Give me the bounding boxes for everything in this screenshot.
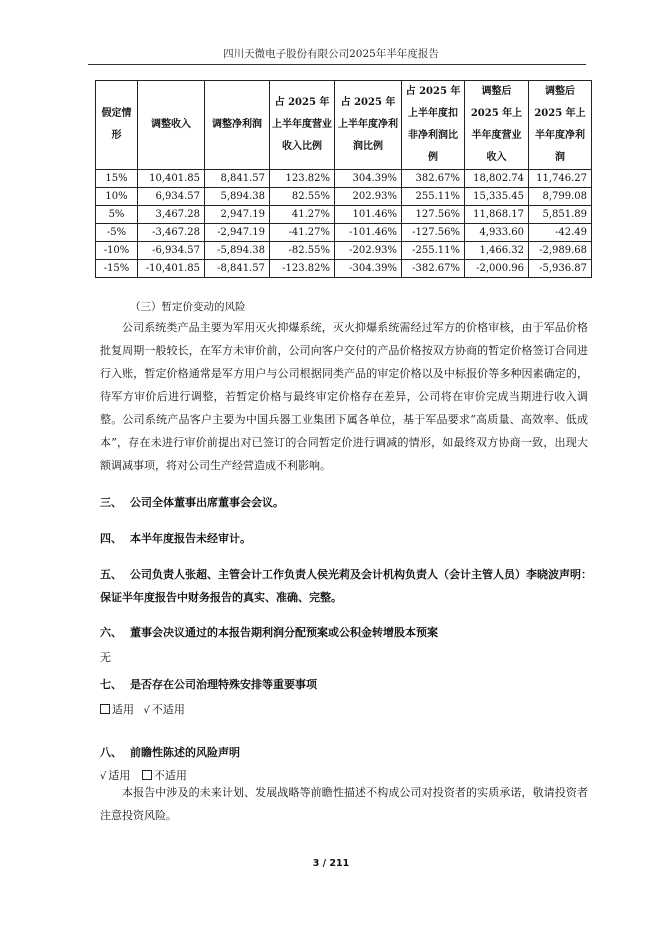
table-cell: 4,933.60 [465,224,529,242]
table-row [96,170,592,188]
table-cell: -10,401.85 [138,260,205,278]
table-cell: 18,802.74 [465,170,529,188]
option-label: 适用 [112,703,134,716]
table-cell: 123.82% [270,170,335,188]
table-row [96,188,592,206]
risk-subheading: （三）暂定价变动的风险 [130,301,246,313]
table-cell: -8,841.57 [205,260,270,278]
table-row [96,242,592,260]
option-label: 不适用 [151,703,185,716]
section-5-heading [100,563,600,609]
table-cell: -2,000.96 [465,260,529,278]
table-row [96,206,592,224]
unchecked-box-icon [142,770,152,780]
table-cell: 11,746.27 [529,170,592,188]
table-cell: -42.49 [529,224,592,242]
section-8-heading [100,741,600,764]
table-cell: -123.82% [270,260,335,278]
section-number: 四、 [100,532,122,545]
section-title: 公司全体董事出席董事会会议。 [130,496,284,509]
table-cell: 382.67% [402,170,465,188]
table-cell: 15,335.45 [465,188,529,206]
table-header-cell: 占 2025 年上半年度扣非净利润比例 [402,81,465,170]
sensitivity-table [95,80,592,278]
table-cell: 82.55% [270,188,335,206]
section-7-options [100,701,185,717]
table-row [96,224,592,242]
checkmark-icon: √ [100,771,107,782]
table-cell: -10% [96,242,138,260]
table-cell: 11,868.17 [465,206,529,224]
table-cell: 5% [96,206,138,224]
table-cell: -41.27% [270,224,335,242]
section-7-heading [100,673,600,696]
table-cell: 8,841.57 [205,170,270,188]
table-cell: -82.55% [270,242,335,260]
table-cell: 2,947.19 [205,206,270,224]
table-cell: -101.46% [335,224,402,242]
table-header-row [96,81,592,170]
section-title: 是否存在公司治理特殊安排等重要事项 [130,678,317,691]
section-6-body: 无 [100,651,111,664]
table-cell: 8,799.08 [529,188,592,206]
table-cell: 3,467.28 [138,206,205,224]
table-cell: -202.93% [335,242,402,260]
table-header-cell: 占 2025 年上半年度营业收入比例 [270,81,335,170]
table-cell: -3,467.28 [138,224,205,242]
section-number: 六、 [100,626,122,639]
table-cell: -2,947.19 [205,224,270,242]
section-8-body: 本报告中涉及的未来计划、发展战略等前瞻性描述不构成公司对投资者的实质承诺，敬请投资者注意投资风险。 [100,786,588,822]
table-cell: 41.27% [270,206,335,224]
header-divider [88,64,586,65]
section-3-heading [100,491,600,514]
option-label: 适用 [108,769,131,782]
table-cell: 255.11% [402,188,465,206]
table-cell: 304.39% [335,170,402,188]
table-cell: -382.67% [402,260,465,278]
table-cell: 127.56% [402,206,465,224]
section-number: 五、 [100,568,122,581]
section-number: 八、 [100,746,122,759]
section-title: 前瞻性陈述的风险声明 [130,746,240,759]
section-4-heading [100,527,600,550]
table-header-cell: 调整后 2025 年上半年度营业收入 [465,81,529,170]
table-row [96,260,592,278]
section-number: 七、 [100,678,122,691]
table-cell: -304.39% [335,260,402,278]
table-header-cell: 假定情形 [96,81,138,170]
table-header-cell: 调整净利润 [205,81,270,170]
table-cell: 10,401.85 [138,170,205,188]
table-cell: -127.56% [402,224,465,242]
section-title: 公司负责人张超、主管会计工作负责人侯光莉及会计机构负责人（会计主管人员）李晓波声明：保证半年度报告中财务报告的真实、准确、完整。 [100,568,592,604]
table-cell: 5,894.38 [205,188,270,206]
checkmark-icon: √ [143,705,150,716]
table-cell: -5,936.87 [529,260,592,278]
table-cell: 10% [96,188,138,206]
table-cell: -5% [96,224,138,242]
table-header-cell: 调整收入 [138,81,205,170]
section-6-heading [100,621,600,644]
option-label: 不适用 [153,769,187,782]
section-title: 董事会决议通过的本报告期利润分配预案或公积金转增股本预案 [130,626,438,639]
table-cell: 5,851.89 [529,206,592,224]
table-cell: -6,934.57 [138,242,205,260]
table-cell: -15% [96,260,138,278]
table-cell: 15% [96,170,138,188]
table-cell: 202.93% [335,188,402,206]
report-header-title: 四川天微电子股份有限公司2025年半年度报告 [223,48,439,60]
risk-paragraph: 公司系统类产品主要为军用灭火抑爆系统，灭火抑爆系统需经过军方的价格审核，由于军品价格批复周期一般较长，在军方未审价前，公司向客户交付的产品价格按双方协商的暂定价格签订合同进行入账，暂定价格通常是军方用户与公司根据同类产品的审定价格以及中标报价等多种因素确定的，待军方审价后进行调整，若暂定价格与最终审定价格存在差异，公司将在审价完成当期进行收入调整。公司系统产品客户主要为中国兵器工业集团下属各单位，基于军品要求“高质量、高效率、低成本”，存在未进行审价前提出对已签订的合同暂定价进行调减的情形，如最终双方协商一致，出现大额调减事项，将对公司生产经营造成不利影响。 [100,321,588,472]
table-cell: 6,934.57 [138,188,205,206]
table-cell: -255.11% [402,242,465,260]
table-cell: 101.46% [335,206,402,224]
section-number: 三、 [100,496,122,509]
table-cell: 1,466.32 [465,242,529,260]
unchecked-box-icon [100,704,110,714]
page-number: 3 / 211 [312,858,350,869]
table-cell: -2,989.68 [529,242,592,260]
section-title: 本半年度报告未经审计。 [130,532,251,545]
table-header-cell: 占 2025 年上半年度净利润比例 [335,81,402,170]
table-cell: -5,894.38 [205,242,270,260]
table-header-cell: 调整后 2025 年上半年度净利润 [529,81,592,170]
